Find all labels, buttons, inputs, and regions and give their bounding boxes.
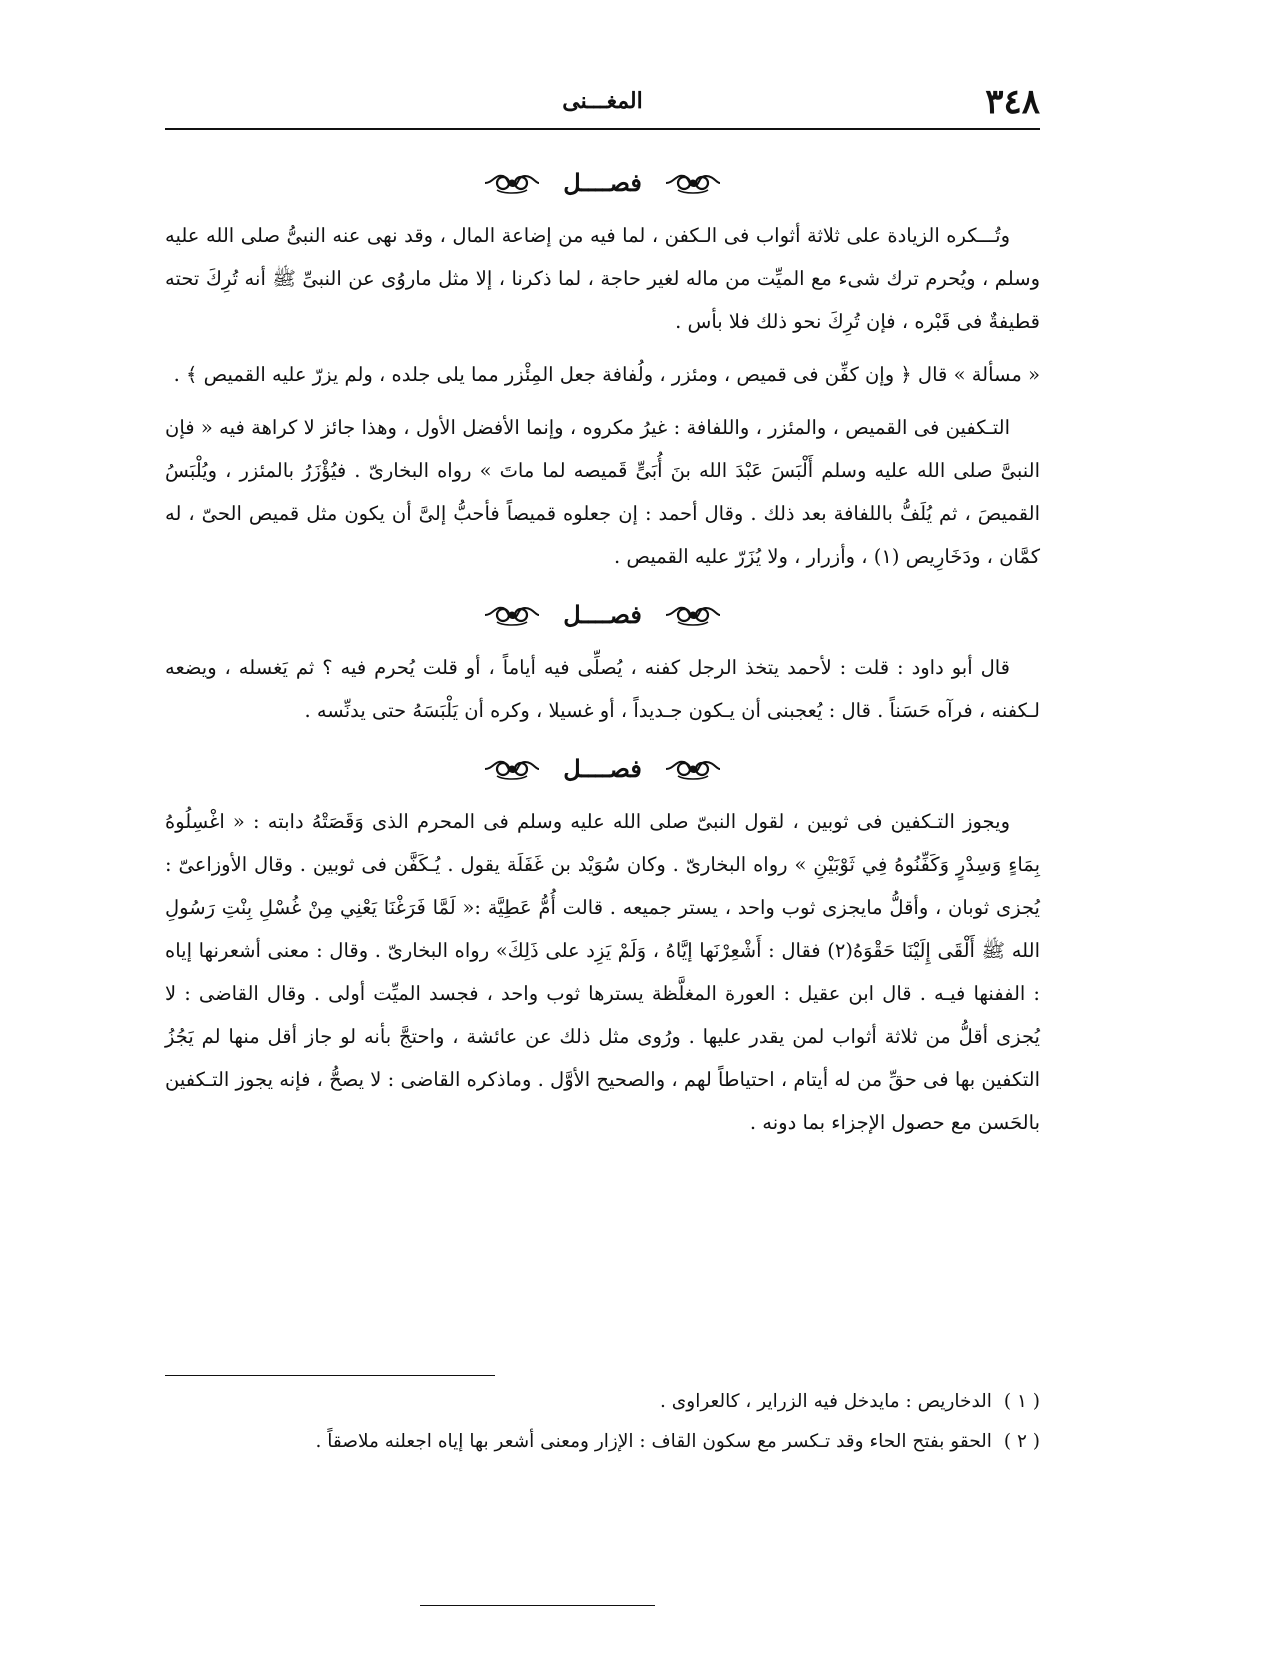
running-title: المغـــنى (562, 88, 643, 114)
arabesque-ornament-icon (664, 756, 722, 782)
footnote-text: الحقو بفتح الحاء وقد تـكسر مع سكون القاف : الإزار ومعنى أشعر بها إياه اجعلنه ملاصقاً . (315, 1431, 992, 1452)
section-heading-word: فصــــل (563, 753, 642, 783)
footnote-text: الدخاريص : مايدخل فيه الزراير ، كالعراوى . (660, 1391, 992, 1412)
footnote-divider (165, 1375, 495, 1376)
paragraph: قال أبو داود : قلت : لأحمد يتخذ الرجل كفنه ، يُصلِّى فيه أياماً ، أو قلت يُحرم فيه ؟ ثم يَغسله ، ويضعه لـكفنه ، فرآه حَسَناً . قال : يُعجبنى أن يـكون جـديداً ، أو غسيلا ، وكره أن يَلْبَسَهُ حتى يدنِّسه . (165, 656, 1040, 722)
page-number: ٣٤٨ (985, 82, 1040, 122)
arabesque-ornament-icon (483, 756, 541, 782)
running-header (165, 82, 1040, 130)
arabesque-ornament-icon (664, 602, 722, 628)
page-end-divider (420, 1605, 655, 1606)
arabesque-ornament-icon (664, 170, 722, 196)
footnote (165, 1382, 1040, 1422)
main-text (165, 152, 1040, 1154)
paragraph: التـكفين فى القميص ، والمئزر ، واللفافة : غيرُ مكروه ، وإنما الأفضل الأول ، وهذا جائز لا كراهة فيه « فإن النبىَّ صلى الله عليه وسلم أَلْبَسَ عَبْدَ الله بنَ أُبَىٍّ قَميصه لما ماتَ » رواه البخارىّ . فيُؤْزَرُ بالمئزر ، ويُلْبَسُ القميصَ ، ثم يُلَفُّ باللفافة بعد ذلك . وقال أحمد : إن جعلوه قميصاً فأحبُّ إلىَّ أن يكون مثل قميص الحىّ ، له كمَّان ، ودَخَارِيص (١) ، وأزرار ، ولا يُزَرّ عليه القميص . (165, 416, 1040, 568)
arabesque-ornament-icon (483, 602, 541, 628)
section-heading (165, 588, 1040, 638)
footnote-number: ( ٢ ) (1003, 1431, 1040, 1452)
section-heading (165, 156, 1040, 206)
section-heading-word: فصــــل (563, 167, 642, 197)
footnote-number: ( ١ ) (1003, 1391, 1040, 1412)
footnotes (165, 1375, 1040, 1462)
footnote (165, 1422, 1040, 1462)
paragraph: ويجوز التـكفين فى ثوبين ، لقول النبىّ صلى الله عليه وسلم فى المحرم الذى وَقَصَتْهُ دابته : « اغْسِلُوهُ بِمَاءٍ وَسِدْرٍ وَكَفِّنُوهُ فِي ثَوْبَيْنِ » رواه البخارىّ . وكان سُوَيْد بن غَفَلَة يقول . يُـكَفَّن فى ثوبين . وقال الأوزاعىّ : يُجزى ثوبان ، وأقلُّ مايجزى ثوب واحد ، يستر جميعه . قالت أُمُّ عَطِيَّة :« لَمَّا فَرَغْنَا يَعْنِي مِنْ غُسْلِ بِنْتِ رَسُولِ الله ﷺ أَلْقَى إِلَيْنَا حَقْوَهُ(٢) فقال : أَشْعِرْنَها إيَّاهُ ، وَلَمْ يَزِد على ذَلِكَ» رواه البخارىّ . وقال : معنى أشعرنها إياه : الففنها فيـه . قال ابن عقيل : العورة المغلَّظة يسترها ثوب واحد ، فجسد الميِّت أولى . وقال القاضى : لا يُجزى أقلُّ من ثلاثة أثواب لمن يقدر عليها . ورُوى مثل ذلك عن عائشة ، واحتجَّ بأنه لو جاز أقل منها لم يَجُزُ التكفين بها فى حقِّ من له أيتام ، احتياطاً لهم ، والصحيح الأوَّل . وماذكره القاضى : لا يصحُّ ، فإنه يجوز التـكفين بالحَسن مع حصول الإجزاء بما دونه . (165, 810, 1040, 1134)
section-heading (165, 742, 1040, 792)
arabesque-ornament-icon (483, 170, 541, 196)
paragraph: وتُـــكره الزيادة على ثلاثة أثواب فى الـكفن ، لما فيه من إضاعة المال ، وقد نهى عنه النبىُّ صلى الله عليه وسلم ، ويُحرم ترك شىء مع الميِّت من ماله لغير حاجة ، لما ذكرنا ، إلا مثل ماروُى عن النبىِّ ﷺ أنه تُرِكَ تحته قطيفةٌ فى قَبْره ، فإن تُرِكَ نحو ذلك فلا بأس . (165, 224, 1040, 333)
paragraph: « مسألة » قال ﴿ وإن كفِّن فى قميص ، ومئزر ، ولُفافة جعل المِئْزر مما يلى جلده ، ولم يزرّ عليه القميص ﴾ . (173, 363, 1040, 386)
section-heading-word: فصــــل (563, 599, 642, 629)
